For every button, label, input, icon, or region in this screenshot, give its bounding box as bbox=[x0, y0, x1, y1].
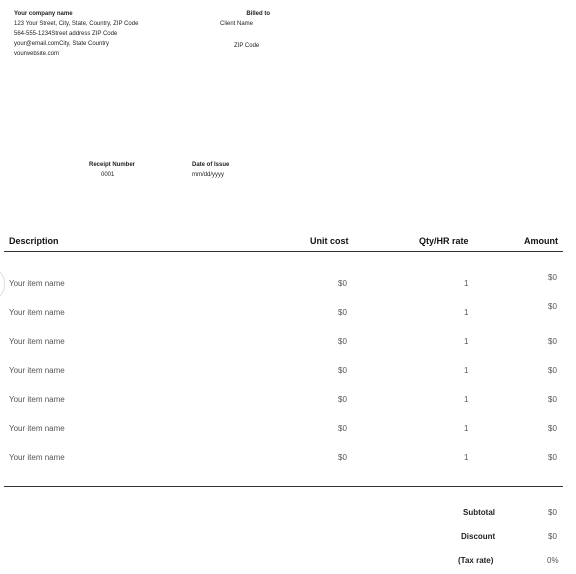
row-unit-cost: $0 bbox=[338, 308, 347, 317]
row-unit-cost: $0 bbox=[338, 395, 347, 404]
date-of-issue: mm/dd/yyyy bbox=[192, 172, 225, 178]
row-qty: 1 bbox=[464, 424, 469, 433]
company-website: yourwebsite.com bbox=[14, 51, 60, 55]
row-unit-cost: $0 bbox=[338, 279, 347, 288]
row-unit-cost: $0 bbox=[338, 424, 347, 433]
row-amount: $0 bbox=[548, 424, 557, 433]
row-qty: 1 bbox=[464, 308, 469, 317]
row-description: Your item name bbox=[9, 308, 65, 317]
header-unit-cost: Unit cost bbox=[310, 236, 349, 246]
row-amount: $0 bbox=[548, 453, 557, 462]
row-amount: $0 bbox=[548, 302, 557, 311]
subtotal-value: $0 bbox=[548, 508, 557, 517]
tax-rate-value: 0% bbox=[547, 556, 559, 565]
row-amount: $0 bbox=[548, 395, 557, 404]
client-zip: ZIP Code bbox=[234, 43, 260, 49]
row-amount: $0 bbox=[548, 273, 557, 282]
company-phone: 564-555-1234Street address ZIP Code bbox=[14, 31, 118, 37]
row-qty: 1 bbox=[464, 366, 469, 375]
header-description: Description bbox=[9, 236, 59, 246]
discount-label: Discount bbox=[461, 532, 496, 541]
row-unit-cost: $0 bbox=[338, 366, 347, 375]
company-email: your@email.comCity, State Country bbox=[14, 41, 110, 47]
discount-value: $0 bbox=[548, 532, 557, 541]
row-description: Your item name bbox=[9, 395, 65, 404]
receipt-number: 0001 bbox=[101, 172, 115, 178]
row-qty: 1 bbox=[464, 337, 469, 346]
company-name: Your company name bbox=[14, 11, 73, 17]
billed-to-label: Billed to bbox=[246, 11, 270, 17]
client-name: Client Name bbox=[220, 21, 254, 27]
row-qty: 1 bbox=[464, 453, 469, 462]
header-amount: Amount bbox=[524, 236, 558, 246]
row-qty: 1 bbox=[464, 279, 469, 288]
date-of-issue-label: Date of Issue bbox=[192, 162, 230, 168]
row-amount: $0 bbox=[548, 366, 557, 375]
row-description: Your item name bbox=[9, 337, 65, 346]
row-description: Your item name bbox=[9, 424, 65, 433]
row-amount: $0 bbox=[548, 337, 557, 346]
company-address: 123 Your Street, City, State, Country, ZIP Code bbox=[14, 21, 139, 27]
company-info bbox=[14, 11, 138, 59]
row-description: Your item name bbox=[9, 279, 65, 288]
row-qty: 1 bbox=[464, 395, 469, 404]
row-description: Your item name bbox=[9, 453, 65, 462]
page-edge-marker bbox=[0, 272, 5, 296]
header-rule bbox=[4, 251, 563, 252]
subtotal-label: Subtotal bbox=[463, 508, 495, 517]
row-unit-cost: $0 bbox=[338, 453, 347, 462]
billed-to bbox=[220, 11, 270, 27]
row-unit-cost: $0 bbox=[338, 337, 347, 346]
tax-rate-label: (Tax rate) bbox=[458, 556, 494, 565]
table-bottom-rule bbox=[4, 486, 563, 487]
receipt-number-label: Receipt Number bbox=[89, 162, 136, 168]
row-description: Your item name bbox=[9, 366, 65, 375]
header-qty: Qty/HR rate bbox=[419, 236, 469, 246]
